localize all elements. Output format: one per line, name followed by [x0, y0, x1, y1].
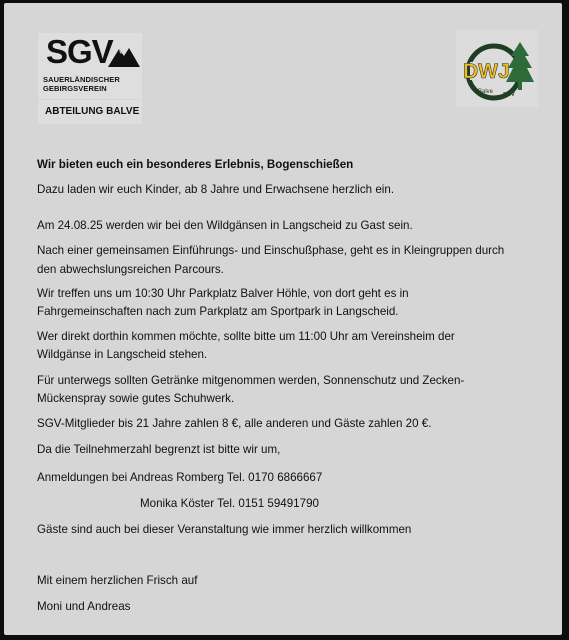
dwj-letters: DWJ	[463, 60, 510, 83]
sgv-org-name: SAUERLÄNDISCHER GEBIRGSVEREIN	[43, 75, 120, 93]
paragraph-registration-2: Monika Köster Tel. 0151 59491790	[140, 497, 319, 510]
closing-line: Mit einem herzlichen Frisch auf	[37, 574, 198, 587]
headline: Wir bieten euch ein besonderes Erlebnis, Bogenschießen	[37, 158, 354, 171]
paragraph-fees: SGV-Mitglieder bis 21 Jahre zahlen 8 €, alle anderen und Gäste zahlen 20 €.	[37, 417, 432, 430]
paragraph-direct-2: Wildgänse in Langscheid stehen.	[37, 348, 208, 361]
paragraph-registration: Anmeldungen bei Andreas Romberg Tel. 0170 6866667	[37, 471, 323, 484]
sgv-logo	[38, 33, 142, 99]
paragraph-limited: Da die Teilnehmerzahl begrenzt ist bitte wir um,	[37, 443, 281, 456]
paragraph-date: Am 24.08.25 werden wir bei den Wildgänsen in Langscheid zu Gast sein.	[37, 219, 413, 232]
dwj-logo	[456, 30, 538, 107]
paragraph-course-1: Nach einer gemeinsamen Einführungs- und Einschußphase, geht es in Kleingruppen durch	[37, 244, 505, 257]
paragraph-bring-2: Mückenspray sowie gutes Schuhwerk.	[37, 392, 235, 405]
paragraph-welcome: Gäste sind auch bei dieser Veranstaltung wie immer herzlich willkommen	[37, 523, 412, 536]
paragraph-direct-1: Wer direkt dorthin kommen möchte, sollte bitte um 11:00 Uhr am Vereinsheim der	[37, 330, 455, 343]
paragraph-invitation: Dazu laden wir euch Kinder, ab 8 Jahre und Erwachsene herzlich ein.	[37, 183, 395, 196]
dwj-emblem-icon	[456, 30, 538, 107]
signature: Moni und Andreas	[37, 600, 131, 613]
sgv-logo-text: SGV	[46, 33, 113, 70]
dwj-place: Balve	[478, 89, 494, 95]
paragraph-bring-1: Für unterwegs sollten Getränke mitgenommen werden, Sonnenschutz und Zecken-	[37, 374, 465, 387]
department-label: ABTEILUNG BALVE	[38, 100, 142, 124]
paragraph-meeting-1: Wir treffen uns um 10:30 Uhr Parkplatz Balver Höhle, von dort geht es in	[37, 287, 409, 300]
paragraph-course-2: den abwechslungsreichen Parcours.	[37, 263, 224, 276]
mountain-icon	[108, 43, 140, 69]
paragraph-meeting-2: Fahrgemeinschaften nach zum Parkplatz am Sportpark in Langscheid.	[37, 305, 399, 318]
dwj-badge: SGV	[503, 92, 515, 98]
